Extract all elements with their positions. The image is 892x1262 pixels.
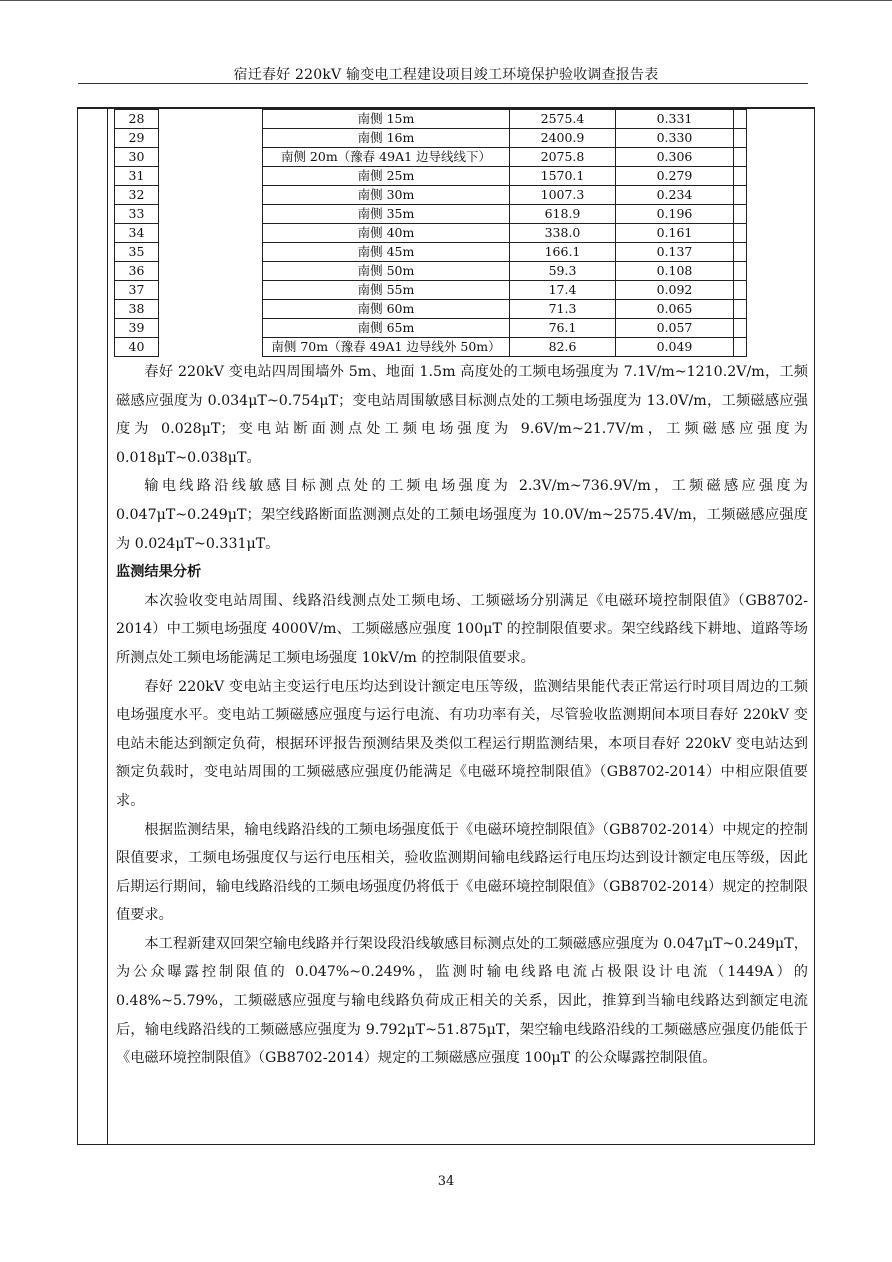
blank-cell [734, 338, 747, 357]
header-rule [78, 83, 808, 84]
electric-field-cell: 618.9 [510, 205, 616, 224]
electric-field-cell: 1570.1 [510, 167, 616, 186]
location-cell: 南侧 35m [263, 205, 510, 224]
body-text [116, 358, 808, 1073]
magnetic-induction-cell: 0.108 [616, 262, 734, 281]
location-cell: 南侧 25m [263, 167, 510, 186]
location-cell: 南侧 45m [263, 243, 510, 262]
blank-cell [734, 300, 747, 319]
row-number-cell: 30 [115, 148, 159, 167]
magnetic-induction-cell: 0.049 [616, 338, 734, 357]
electric-field-cell: 338.0 [510, 224, 616, 243]
magnetic-induction-cell: 0.161 [616, 224, 734, 243]
blank-cell [159, 300, 263, 319]
blank-cell [159, 167, 263, 186]
location-cell: 南侧 70m（豫春 49A1 边导线外 50m） [263, 338, 510, 357]
row-number-cell: 35 [115, 243, 159, 262]
blank-cell [159, 243, 263, 262]
electric-field-cell: 59.3 [510, 262, 616, 281]
page-header-title: 宿迁春好 220kV 输变电工程建设项目竣工环境保护验收调查报告表 [233, 67, 659, 83]
location-cell: 南侧 55m [263, 281, 510, 300]
paragraph-analysis-2: 春好 220kV 变电站主变运行电压均达到设计额定电压等级，监测结果能代表正常运行时项目周边的工频电场强度水平。变电站工频磁感应强度与运行电流、有功功率有关，尽管验收监测期间本项目春好 220kV 变电站未能达到额定负荷，根据环评报告预测结果及类似工程运行期监测结果，本项目春好 220kV 变电站达到额定负载时，变电站周围的工频磁感应强度仍能满足《电磁环境控制限值》（GB8702-2014）中相应限值要求。 [116, 678, 808, 809]
magnetic-induction-cell: 0.196 [616, 205, 734, 224]
table-row [115, 186, 747, 205]
magnetic-induction-cell: 0.092 [616, 281, 734, 300]
electric-field-cell: 17.4 [510, 281, 616, 300]
magnetic-induction-cell: 0.065 [616, 300, 734, 319]
paragraph-analysis-3: 根据监测结果，输电线路沿线的工频电场强度低于《电磁环境控制限值》（GB8702-2014）中规定的控制限值要求，工频电场强度仅与运行电压相关，验收监测期间输电线路运行电压均达到设计额定电压等级，因此后期运行期间，输电线路沿线的工频电场强度仍将低于《电磁环境控制限值》（GB8702-2014）规定的控制限值要求。 [116, 821, 808, 924]
row-number-cell: 36 [115, 262, 159, 281]
row-number-cell: 37 [115, 281, 159, 300]
monitoring-table-body [115, 110, 747, 357]
location-cell: 南侧 60m [263, 300, 510, 319]
magnetic-induction-cell: 0.330 [616, 129, 734, 148]
blank-cell [734, 205, 747, 224]
blank-cell [734, 186, 747, 205]
electric-field-cell: 166.1 [510, 243, 616, 262]
electric-field-cell: 1007.3 [510, 186, 616, 205]
blank-cell [734, 110, 747, 129]
blank-cell [734, 281, 747, 300]
blank-cell [734, 148, 747, 167]
paragraph-analysis-1: 本次验收变电站周围、线路沿线测点处工频电场、工频磁场分别满足《电磁环境控制限值》（GB8702-2014）中工频电场强度 4000V/m、工频磁感应强度 100μT 的控制限值要求。架空线路线下耕地、道路等场所测点处工频电场能满足工频电场强度 10kV/m 的控制限值要求。 [116, 592, 808, 666]
row-number-cell: 38 [115, 300, 159, 319]
frame-left-column-line [107, 107, 108, 1145]
blank-cell [159, 129, 263, 148]
table-row [115, 281, 747, 300]
paragraph-substation-summary: 春好 220kV 变电站四周围墙外 5m、地面 1.5m 高度处的工频电场强度为 7.1V/m~1210.2V/m，工频磁感应强度为 0.034μT~0.754μT；变电站周围敏感目标测点处的工频电场强度为 13.0V/m，工频磁感应强度为 0.028μT；变电站断面测点处工频电场强度为 9.6V/m~21.7V/m，工频磁感应强度为 0.018μT~0.038μT。 [116, 364, 808, 466]
blank-cell [159, 281, 263, 300]
location-cell: 南侧 16m [263, 129, 510, 148]
blank-cell [159, 110, 263, 129]
row-number-cell: 31 [115, 167, 159, 186]
paragraph-line-summary: 输电线路沿线敏感目标测点处的工频电场强度为 2.3V/m~736.9V/m，工频磁感应强度为 0.047μT~0.249μT；架空线路断面监测测点处的工频电场强度为 10.0V/m~2575.4V/m，工频磁感应强度为 0.024μT~0.331μT。 [116, 478, 808, 552]
page-number: 34 [437, 1174, 455, 1189]
blank-cell [734, 319, 747, 338]
blank-cell [159, 148, 263, 167]
magnetic-induction-cell: 0.331 [616, 110, 734, 129]
monitoring-table [114, 109, 747, 357]
blank-cell [159, 224, 263, 243]
table-row [115, 243, 747, 262]
top-border-line [0, 0, 892, 1]
location-cell: 南侧 15m [263, 110, 510, 129]
blank-cell [734, 167, 747, 186]
blank-cell [159, 205, 263, 224]
electric-field-cell: 2575.4 [510, 110, 616, 129]
location-cell: 南侧 65m [263, 319, 510, 338]
electric-field-cell: 2075.8 [510, 148, 616, 167]
magnetic-induction-cell: 0.057 [616, 319, 734, 338]
blank-cell [159, 319, 263, 338]
row-number-cell: 34 [115, 224, 159, 243]
table-row [115, 167, 747, 186]
table-row [115, 338, 747, 357]
blank-cell [734, 262, 747, 281]
table-row [115, 319, 747, 338]
electric-field-cell: 2400.9 [510, 129, 616, 148]
row-number-cell: 28 [115, 110, 159, 129]
table-row [115, 300, 747, 319]
electric-field-cell: 76.1 [510, 319, 616, 338]
location-cell: 南侧 50m [263, 262, 510, 281]
table-row [115, 224, 747, 243]
paragraph-analysis-4: 本工程新建双回架空输电线路并行架设段沿线敏感目标测点处的工频磁感应强度为 0.047μT~0.249μT，为公众曝露控制限值的 0.047%~0.249%，监测时输电线路电流占极限设计电流（1449A）的 0.48%~5.79%，工频磁感应强度与输电线路负荷成正相关的关系，因此，推算到当输电线路达到额定电流后，输电线路沿线的工频磁感应强度为 9.792μT~51.875μT，架空输电线路沿线的工频磁感应强度仍能低于《电磁环境控制限值》（GB8702-2014）规定的工频磁感应强度 100μT 的公众曝露控制限值。 [116, 935, 808, 1067]
blank-cell [734, 224, 747, 243]
section-heading: 监测结果分析 [116, 564, 202, 581]
row-number-cell: 33 [115, 205, 159, 224]
table-row [115, 129, 747, 148]
row-number-cell: 32 [115, 186, 159, 205]
electric-field-cell: 71.3 [510, 300, 616, 319]
table-row [115, 262, 747, 281]
location-cell: 南侧 30m [263, 186, 510, 205]
magnetic-induction-cell: 0.279 [616, 167, 734, 186]
magnetic-induction-cell: 0.234 [616, 186, 734, 205]
blank-cell [734, 243, 747, 262]
row-number-cell: 39 [115, 319, 159, 338]
blank-cell [159, 338, 263, 357]
table-row [115, 148, 747, 167]
table-row [115, 205, 747, 224]
location-cell: 南侧 40m [263, 224, 510, 243]
magnetic-induction-cell: 0.137 [616, 243, 734, 262]
table-row [115, 110, 747, 129]
location-cell: 南侧 20m（豫春 49A1 边导线线下） [263, 148, 510, 167]
blank-cell [159, 262, 263, 281]
row-number-cell: 29 [115, 129, 159, 148]
magnetic-induction-cell: 0.306 [616, 148, 734, 167]
row-number-cell: 40 [115, 338, 159, 357]
blank-cell [734, 129, 747, 148]
electric-field-cell: 82.6 [510, 338, 616, 357]
blank-cell [159, 186, 263, 205]
